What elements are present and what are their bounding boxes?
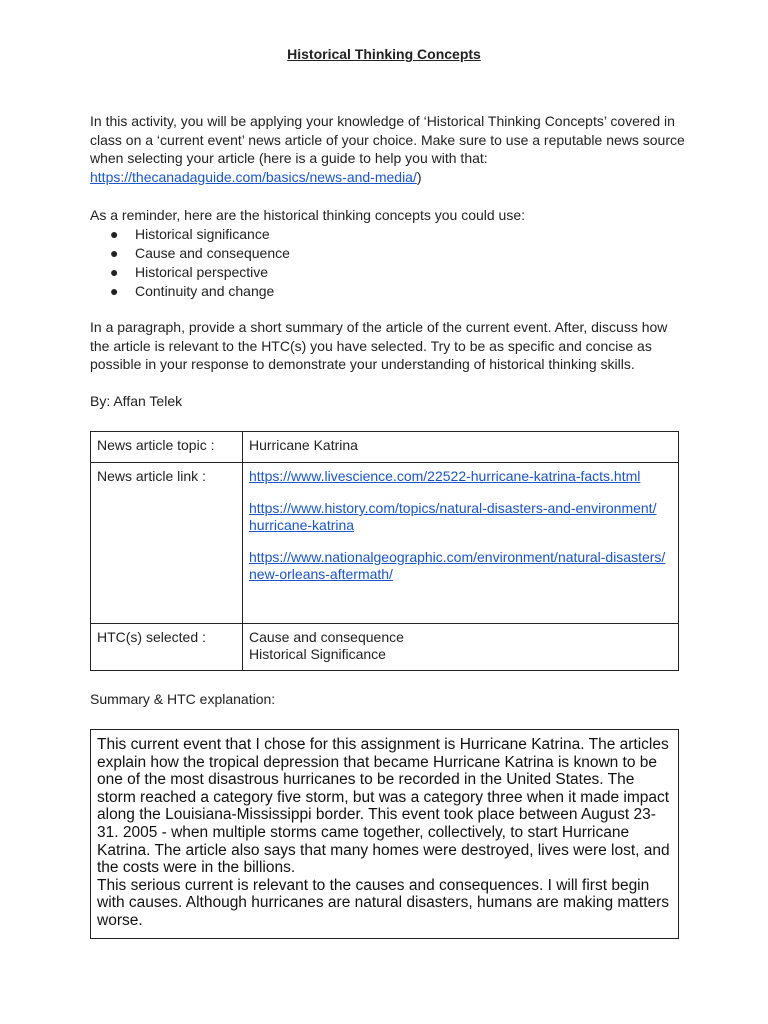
- link-cell: [243, 463, 679, 624]
- table-row: [91, 463, 679, 624]
- history-link[interactable]: https://www.history.com/topics/natural-disasters-and-environment/ hurricane-katrina: [249, 500, 657, 533]
- htc-value: Cause and consequence: [249, 629, 404, 645]
- author-byline: By: Affan Telek: [90, 393, 183, 409]
- htc-value: Historical Significance: [249, 646, 386, 662]
- topic-value: Hurricane Katrina: [243, 432, 679, 463]
- table-row: [91, 624, 679, 671]
- list-item-label: Historical perspective: [135, 263, 269, 280]
- table-row: [91, 432, 679, 463]
- topic-label: News article topic :: [91, 432, 243, 463]
- summary-label: Summary & HTC explanation:: [90, 691, 276, 707]
- reminder-section: [90, 206, 690, 301]
- canadaguide-link[interactable]: https://thecanadaguide.com/basics/news-and-media/: [90, 168, 417, 185]
- list-item-label: Cause and consequence: [135, 244, 290, 261]
- intro-close: ): [416, 168, 422, 185]
- list-item-label: Continuity and change: [135, 283, 275, 300]
- natgeo-link[interactable]: https://www.nationalgeographic.com/environment/natural-disasters/ new-orleans-aftermath/: [249, 549, 666, 582]
- summary-paragraph: This current event that I chose for this assignment is Hurricane Katrina. The articles explain how the tropical depression that became Hurricane Katrina is known to be one of the most disastrous hurricanes to be recorded in the United States. The storm reached a category five storm, but was a category three when it made impact along the Louisiana-Mississippi border. This event took place between August 23-31. 2005 - when multiple storms came together, collectively, to start Hurricane Katrina. The article also says that many homes were destroyed, lives were lost, and the costs were in the billions.: [97, 736, 670, 877]
- intro-text: In this activity, you will be applying your knowledge of ‘Historical Thinking Concepts’ covered in class on a ‘current event’ news article of your choice. Make sure to use a reputable news source when selecting your article (here is a guide to help you with that:: [90, 113, 685, 166]
- bullet-icon: ●: [110, 263, 119, 280]
- list-item: [90, 225, 690, 244]
- htc-list: [90, 225, 690, 302]
- instructions-paragraph: In a paragraph, provide a short summary of the article of the current event. After, discuss how the article is relevant to the HTC(s) you have selected. Try to be as specific and concise as possible in your response to demonstrate your understanding of historical thinking skills.: [90, 319, 668, 372]
- list-item: [90, 263, 690, 282]
- htc-label: HTC(s) selected :: [91, 624, 243, 671]
- htc-values: [243, 624, 679, 671]
- reminder-lead: As a reminder, here are the historical thinking concepts you could use:: [90, 207, 526, 223]
- summary-box: [90, 729, 679, 939]
- livescience-link[interactable]: https://www.livescience.com/22522-hurricane-katrina-facts.html: [249, 468, 641, 484]
- list-item: [90, 244, 690, 263]
- intro-paragraph: [90, 112, 690, 186]
- list-item: [90, 282, 690, 301]
- bullet-icon: ●: [110, 225, 119, 242]
- list-item-label: Historical significance: [135, 225, 270, 242]
- bullet-icon: ●: [110, 244, 119, 261]
- bullet-icon: ●: [110, 283, 119, 300]
- link-label: News article link :: [91, 463, 243, 624]
- summary-paragraph: This serious current is relevant to the causes and consequences. I will first begin with causes. Although hurricanes are natural disasters, humans are making matters worse.: [97, 876, 670, 929]
- article-info-table: [90, 431, 679, 671]
- page-title: Historical Thinking Concepts: [287, 46, 481, 62]
